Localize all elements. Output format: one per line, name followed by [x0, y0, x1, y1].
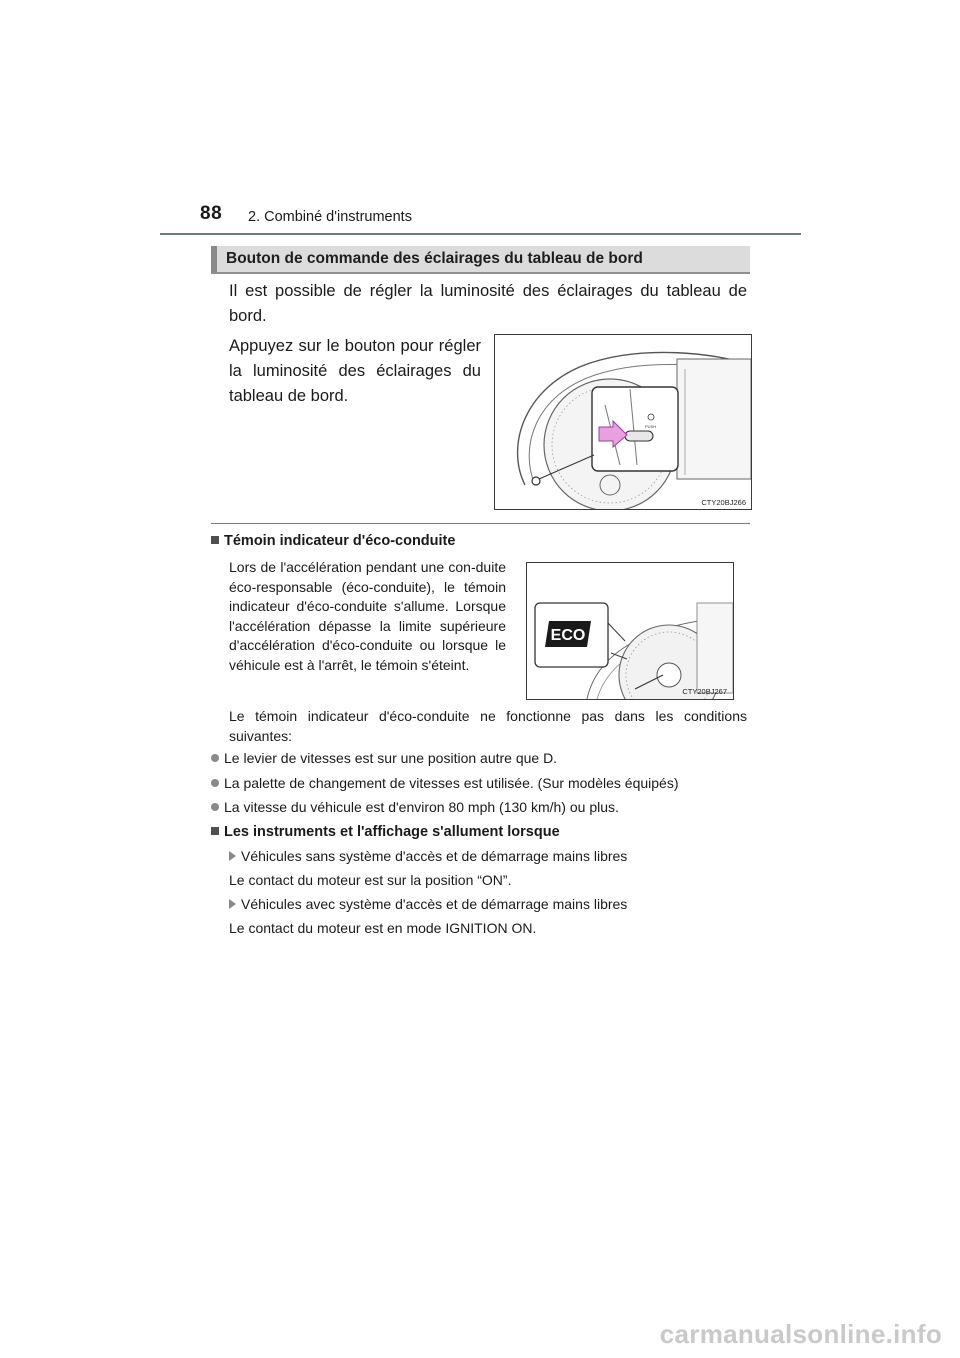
section-divider — [211, 523, 750, 524]
header-rule — [160, 233, 801, 235]
chapter-title: 2. Combiné d'instruments — [248, 209, 412, 225]
instruments-heading: Les instruments et l'affichage s'allument lorsque — [211, 824, 560, 840]
square-bullet-icon — [211, 536, 219, 544]
square-bullet-icon — [211, 827, 219, 835]
case-label: Véhicules sans système d'accès et de démarrage mains libres — [229, 848, 627, 864]
eco-badge-text: ECO — [550, 627, 586, 644]
push-label: PUSH — [645, 424, 657, 429]
intro-paragraph: Il est possible de régler la luminosité des éclairages du tableau de bord. — [229, 282, 747, 325]
instrument-cluster-illustration — [495, 335, 751, 509]
figure-code: CTY20BJ267 — [682, 687, 727, 696]
triangle-bullet-icon — [229, 899, 236, 909]
figure-code: CTY20BJ266 — [701, 498, 746, 507]
case-text: Le contact du moteur est sur la position “ON”. — [229, 872, 512, 888]
condition-item: La palette de changement de vitesses est utilisée. (Sur modèles équipés) — [211, 775, 679, 791]
section-title: Bouton de commande des éclairages du tableau de bord — [226, 250, 643, 267]
section-title-bar — [211, 246, 217, 272]
page-number: 88 — [200, 203, 223, 224]
eco-description: Lors de l'accélération pendant une con-duite éco-responsable (éco-conduite), le témoin indicateur d'éco-conduite s'allume. Lorsque l'accélération dépasse la limite supérieure d'accélération d'éco-conduite ou lorsque le véhicule est à l'arrêt, le témoin s'éteint. — [229, 559, 506, 673]
condition-item: Le levier de vitesses est sur une position autre que D. — [211, 750, 557, 766]
figure-eco-indicator — [526, 562, 734, 700]
triangle-bullet-icon — [229, 851, 236, 861]
condition-item: La vitesse du véhicule est d'environ 80 mph (130 km/h) ou plus. — [211, 799, 619, 815]
case-text: Le contact du moteur est en mode IGNITION ON. — [229, 920, 537, 936]
press-button-paragraph: Appuyez sur le bouton pour régler la luminosité des éclairages du tableau de bord. — [229, 337, 481, 405]
round-bullet-icon — [211, 754, 219, 762]
figure-brightness-button — [494, 334, 752, 510]
round-bullet-icon — [211, 803, 219, 811]
watermark: carmanualsonline.info — [659, 1319, 942, 1349]
eco-heading: Témoin indicateur d'éco-conduite — [211, 533, 455, 549]
round-bullet-icon — [211, 779, 219, 787]
eco-cluster-illustration — [527, 563, 733, 699]
conditions-intro: Le témoin indicateur d'éco-conduite ne fonctionne pas dans les conditions suivantes: — [229, 708, 747, 744]
case-label: Véhicules avec système d'accès et de démarrage mains libres — [229, 896, 627, 912]
section-title-box — [211, 246, 750, 274]
